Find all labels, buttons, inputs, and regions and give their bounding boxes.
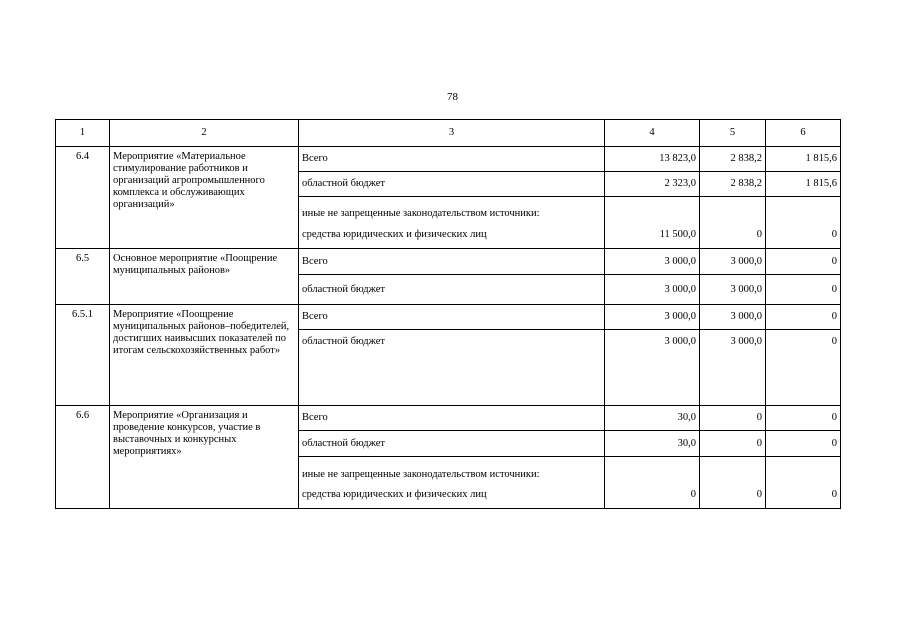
table-row bbox=[56, 305, 841, 330]
column-header: 1 bbox=[56, 120, 110, 147]
source-label: областной бюджет bbox=[299, 431, 605, 457]
value-col4: 11 500,0 bbox=[605, 222, 700, 249]
source-label: областной бюджет bbox=[299, 275, 605, 305]
value-col6: 0 bbox=[766, 275, 841, 305]
item-number: 6.5.1 bbox=[56, 305, 110, 406]
value-col4: 30,0 bbox=[605, 406, 700, 431]
source-label: Всего bbox=[299, 147, 605, 172]
source-label: средства юридических и физических лиц bbox=[299, 483, 605, 509]
value-col5: 2 838,2 bbox=[700, 172, 766, 197]
value-col5: 0 bbox=[700, 431, 766, 457]
value-col5: 3 000,0 bbox=[700, 275, 766, 305]
event-name: Основное мероприятие «Поощрение муниципальных районов» bbox=[110, 249, 299, 305]
value-col6: 0 bbox=[766, 431, 841, 457]
value-col6: 0 bbox=[766, 305, 841, 330]
value-col4: 13 823,0 bbox=[605, 147, 700, 172]
table-row bbox=[56, 147, 841, 172]
value-col4 bbox=[605, 457, 700, 483]
column-header: 2 bbox=[110, 120, 299, 147]
table-row bbox=[56, 249, 841, 275]
value-col5: 2 838,2 bbox=[700, 147, 766, 172]
value-col4: 30,0 bbox=[605, 431, 700, 457]
value-col5: 3 000,0 bbox=[700, 249, 766, 275]
source-label: иные не запрещенные законодательством источники: bbox=[299, 197, 605, 222]
event-name: Мероприятие «Организация и проведение конкурсов, участие в выставочных и конкурсных мероприятиях» bbox=[110, 406, 299, 509]
value-col5: 0 bbox=[700, 483, 766, 509]
value-col5: 0 bbox=[700, 406, 766, 431]
budget-table bbox=[55, 119, 841, 509]
source-label: областной бюджет bbox=[299, 330, 605, 406]
source-label: Всего bbox=[299, 305, 605, 330]
event-name: Мероприятие «Поощрение муниципальных районов–победителей, достигших наивысших показателей по итогам сельскохозяйственных работ» bbox=[110, 305, 299, 406]
value-col6: 0 bbox=[766, 406, 841, 431]
column-header: 4 bbox=[605, 120, 700, 147]
column-header: 5 bbox=[700, 120, 766, 147]
value-col5: 0 bbox=[700, 222, 766, 249]
value-col5: 3 000,0 bbox=[700, 330, 766, 406]
event-name: Мероприятие «Материальное стимулирование работников и организаций агропромышленного комплекса и обслуживающих организаций» bbox=[110, 147, 299, 249]
value-col4 bbox=[605, 197, 700, 222]
value-col4: 3 000,0 bbox=[605, 305, 700, 330]
item-number: 6.6 bbox=[56, 406, 110, 509]
column-header: 3 bbox=[299, 120, 605, 147]
page-number: 78 bbox=[447, 91, 458, 103]
table-row bbox=[56, 406, 841, 431]
value-col5: 3 000,0 bbox=[700, 305, 766, 330]
source-label: Всего bbox=[299, 249, 605, 275]
value-col4: 3 000,0 bbox=[605, 249, 700, 275]
value-col6 bbox=[766, 457, 841, 483]
item-number: 6.4 bbox=[56, 147, 110, 249]
source-label: иные не запрещенные законодательством источники: bbox=[299, 457, 605, 483]
value-col6 bbox=[766, 197, 841, 222]
source-label: средства юридических и физических лиц bbox=[299, 222, 605, 249]
value-col6: 1 815,6 bbox=[766, 172, 841, 197]
value-col6: 1 815,6 bbox=[766, 147, 841, 172]
value-col4: 0 bbox=[605, 483, 700, 509]
value-col6: 0 bbox=[766, 222, 841, 249]
value-col6: 0 bbox=[766, 330, 841, 406]
value-col4: 2 323,0 bbox=[605, 172, 700, 197]
value-col4: 3 000,0 bbox=[605, 330, 700, 406]
header-row bbox=[56, 120, 841, 147]
value-col4: 3 000,0 bbox=[605, 275, 700, 305]
source-label: областной бюджет bbox=[299, 172, 605, 197]
value-col5 bbox=[700, 197, 766, 222]
value-col6: 0 bbox=[766, 483, 841, 509]
value-col5 bbox=[700, 457, 766, 483]
column-header: 6 bbox=[766, 120, 841, 147]
value-col6: 0 bbox=[766, 249, 841, 275]
source-label: Всего bbox=[299, 406, 605, 431]
item-number: 6.5 bbox=[56, 249, 110, 305]
